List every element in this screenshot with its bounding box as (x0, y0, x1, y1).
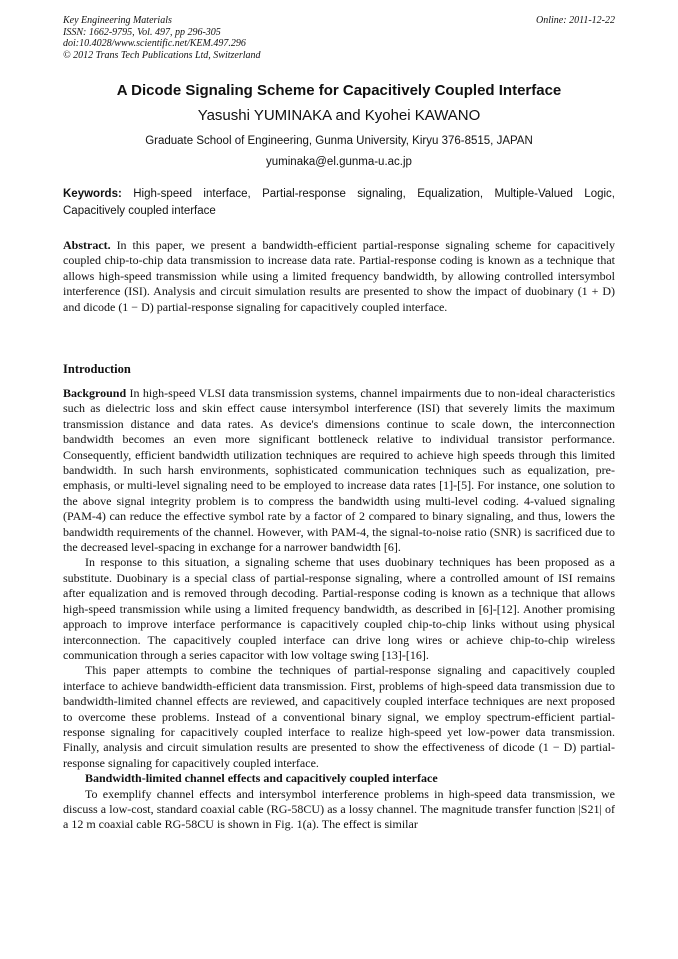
author-email: yuminaka@el.gunma-u.ac.jp (266, 156, 412, 168)
keywords-label: Keywords: (63, 188, 122, 200)
abstract-math-dicode: (1 − D) (118, 299, 154, 314)
paragraph-background (63, 386, 615, 555)
introduction-body (63, 386, 615, 833)
subsection-heading: Bandwidth-limited channel effects and capacitively coupled interface (85, 771, 438, 786)
paper-authors: Yasushi YUMINAKA and Kyohei KAWANO (197, 107, 481, 124)
paragraph-3-math: (1 − D) (538, 740, 577, 755)
abstract-label: Abstract. (63, 238, 111, 252)
background-label: Background (63, 386, 127, 400)
paragraph-4-math: |S21| (578, 801, 602, 816)
abstract-text-1: In this paper, we present a bandwidth-efficient partial-response signaling scheme for capacitively coupled chip-to-chip data transmission to increase data rate. Partial-response coding is known as a technique that allows high-speed transmission while using a limited frequency bandwidth, by allowing controlled intersymbol interference (ISI). Analysis and circuit simulation results are presented to show the impact of duobinary (63, 238, 615, 299)
paragraph-4-text-b: of a 12 m coaxial cable RG-58CU is shown in Fig. 1(a). The effect is similar (63, 801, 615, 832)
paragraph-4 (63, 787, 615, 833)
abstract-math-duobinary: (1 + D) (577, 284, 615, 299)
online-date: Online: 2011-12-22 (536, 15, 615, 26)
paragraph-3-text-a: This paper attempts to combine the techniques of partial-response signaling and capacitively coupled interface to achieve bandwidth-efficient data transmission. First, problems of high-speed data transmission due to bandwidth-limited channel effects are reviewed, and capacitively coupled interface techniques are next proposed to overcome these problems. Instead of a conventional binary signal, we employ spectrum-efficient partial-response signaling for capacitively coupled interface to realize high-speed yet low-power data transmission. Finally, analysis and circuit simulation results are presented to show the effectiveness of dicode (63, 663, 615, 755)
paper-title: A Dicode Signaling Scheme for Capacitively Coupled Interface (116, 82, 562, 99)
abstract (63, 238, 615, 315)
paragraph-3 (63, 663, 615, 771)
section-heading-introduction: Introduction (63, 362, 131, 376)
abstract-text-2: and dicode (63, 299, 116, 314)
keywords (63, 186, 615, 220)
doi-line: doi:10.4028/www.scientific.net/KEM.497.296 (63, 38, 246, 50)
copyright-line: © 2012 Trans Tech Publications Ltd, Switzerland (63, 49, 261, 61)
paragraph-3-text-b: partial-response signaling for capacitively coupled interface. (63, 740, 616, 770)
paragraph-4-text-a: To exemplify channel effects and intersymbol interference problems in high-speed data transmission, we discuss a low-cost, standard coaxial cable (RG-58CU) as a lossy channel. The magnitude transfer function (63, 786, 615, 816)
paragraph-2: In response to this situation, a signaling scheme that uses duobinary techniques has been proposed as a substitute. Duobinary is a special class of partial-response signaling, where a controlled amount of ISI remains after equalization and is removed through decoding. Partial-response coding is known as a technique that allows high-speed transmission while using a limited frequency bandwidth, as described in [6]-[12]. Another promising approach to improve interface performance is capacitively coupled chip-to-chip links without using physical interconnection. The capacitively coupled interface can drive long wires or achieve chip-to-chip wireless communication through a series capacitor with low voltage swing [13]-[16]. (63, 555, 615, 662)
journal-name: Key Engineering Materials (63, 15, 172, 26)
abstract-text-3: partial-response signaling for capacitively coupled interface. (156, 299, 448, 314)
journal-header (63, 15, 615, 61)
keywords-text: High-speed interface, Partial-response signaling, Equalization, Multiple-Valued Logic, Capacitively coupled interface (63, 188, 615, 217)
issn-line: ISSN: 1662-9795, Vol. 497, pp 296-305 (63, 26, 221, 38)
paragraph-1-text: In high-speed VLSI data transmission systems, channel impairments due to non-ideal characteristics such as dielectric loss and skin effect cause intersymbol interference (ISI) that severely limits the maximum transmission distance and data rates. As device's dimensions continue to scale down, the interconnection bandwidth becomes an even more significant bottleneck relative to individual transistor performance. Consequently, efficient bandwidth utilization techniques are required to achieve high speeds through this limited bandwidth. In such harsh environments, sophisticated communication techniques such as equalization, pre-emphasis, or multi-level signaling need to be employed to increase data rates [1]-[5]. For instance, one solution to the above signal integrity problem is to compress the bandwidth using multi-level coding. 4-valued signaling (PAM-4) can reduce the effective symbol rate by a factor of 2 compared to binary signaling, and thus, lowers the bandwidth requirements of the channel. However, with PAM-4, the signal-to-noise ratio (SNR) is sacrificed due to the decreased level-spacing in exchange for a narrower bandwidth [6]. (63, 386, 615, 555)
affiliation: Graduate School of Engineering, Gunma University, Kiryu 376-8515, JAPAN (145, 135, 533, 147)
